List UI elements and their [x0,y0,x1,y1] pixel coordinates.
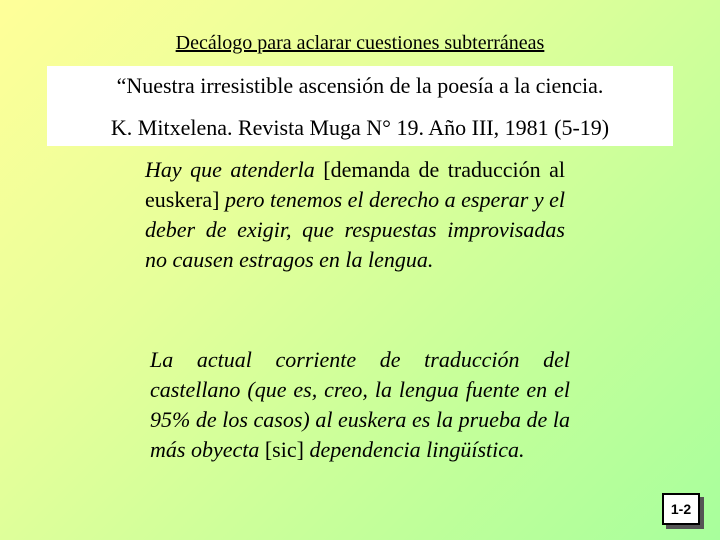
quote-paragraph-1 [145,155,565,275]
citation-title: “Nuestra irresistible ascensión de la poesía a la ciencia. [116,73,604,98]
quote-2-text-a: La actual corriente de traducción del castellano (que es, creo, la lengua fuente en el 95% de los casos) al euskera es la prueba de la más obyecta [150,347,570,462]
quote-2-text-b: dependencia lingüística. [303,437,525,462]
quote-1-text-b: pero tenemos el derecho a esperar y el deber de exigir, que respuestas improvisadas no causen estragos en la lengua. [145,187,565,272]
citation-box [47,66,673,146]
citation-source: K. Mitxelena. Revista Muga N° 19. Año III, 1981 (5-19) [110,115,610,140]
quote-1-bracket-note: [demanda de traducción al euskera] [145,157,566,212]
quote-1-text-a: Hay que atenderla [145,157,324,182]
quote-paragraph-2 [150,345,570,465]
quote-2-sic-note: [sic] [264,437,304,462]
slide-title: Decálogo para aclarar cuestiones subterráneas [175,32,545,54]
page-number-badge: 1-2 [662,493,700,525]
